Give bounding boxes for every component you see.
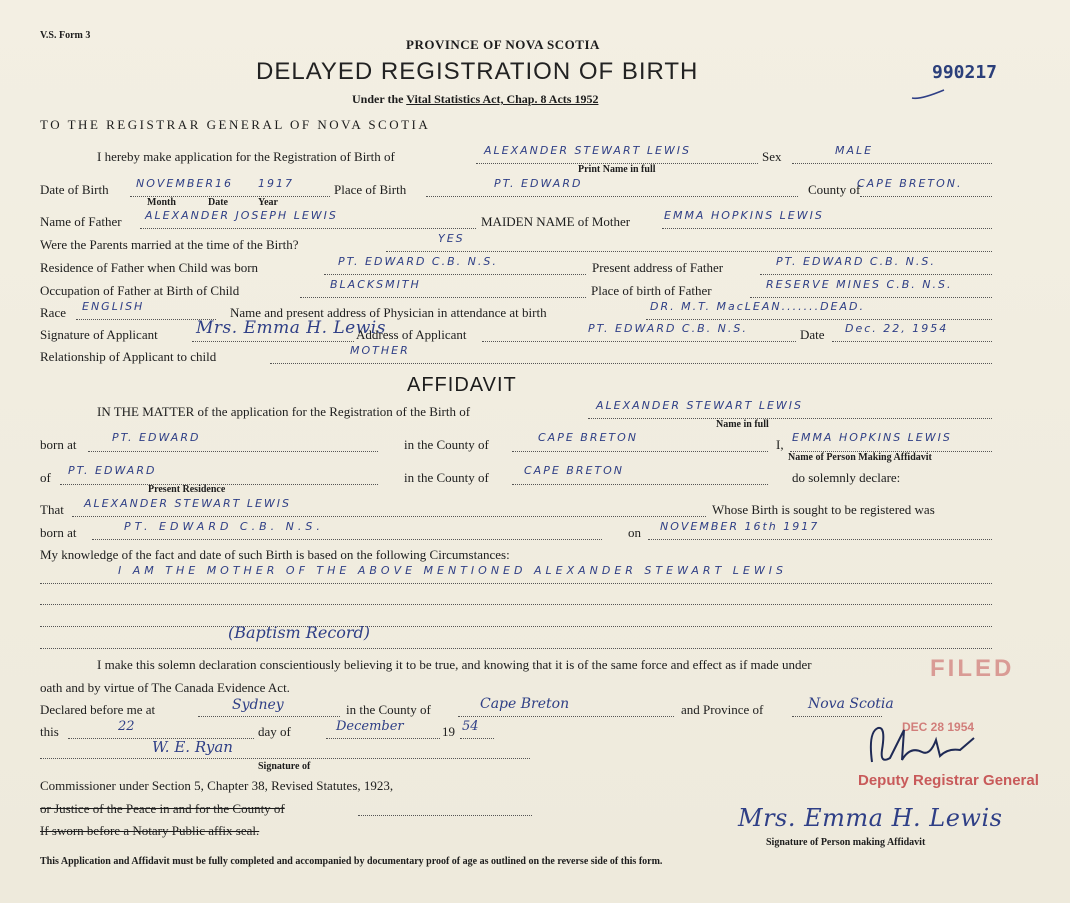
footer-note: This Application and Affidavit must be fully completed and accompanied by documentary proof of age as outlined on the reverse side of this form. (40, 856, 663, 867)
signature-of-caption: Signature of (258, 761, 311, 772)
affidavit-county-value: CAPE BRETON (538, 431, 639, 444)
applicant-address-label: Address of Applicant (356, 327, 467, 342)
sex-value: MALE (835, 144, 874, 157)
residence-label: Residence of Father when Child was born (40, 260, 259, 275)
matter-text: IN THE MATTER of the application for the Registration of the Birth of (97, 404, 471, 419)
justice-text: or Justice of the Peace in and for the County of (40, 801, 285, 816)
justice-line (358, 815, 532, 816)
solemn-declaration-1: I make this solemn declaration conscientiously believing it to be true, and knowing that it is of the same force and effect as if made under (97, 657, 812, 672)
commissioner-signature: W. E. Ryan (152, 738, 233, 756)
to-registrar-line: TO THE REGISTRAR GENERAL OF NOVA SCOTIA (40, 117, 431, 132)
father-pob-line (750, 297, 992, 298)
declared-at-line (198, 716, 340, 717)
check-mark-icon-svg (910, 86, 946, 102)
application-intro: I hereby make application for the Registration of Birth of (97, 149, 395, 164)
affidavit-county-line (512, 451, 768, 452)
applicant-address-value: PT. EDWARD C.B. N.S. (588, 322, 748, 335)
this-day-value: 22 (118, 719, 135, 734)
on-label: on (628, 525, 641, 540)
declared-before-label: Declared before me at (40, 702, 156, 717)
dob-day-value: 16 (215, 177, 233, 190)
present-address-value: PT. EDWARD C.B. N.S. (776, 255, 936, 268)
pob-line (426, 196, 798, 197)
applicant-signature: Mrs. Emma H. Lewis (196, 318, 386, 338)
baptism-record-note: (Baptism Record) (228, 623, 371, 642)
applicant-address-line (482, 341, 796, 342)
county3-line (458, 716, 674, 717)
declare-text: do solemnly declare: (792, 470, 901, 485)
residence-line (324, 274, 586, 275)
date-value: Dec. 22, 1954 (845, 322, 949, 335)
serial-number: 990217 (932, 62, 998, 83)
that-name-value: ALEXANDER STEWART LEWIS (84, 497, 291, 510)
act-subtitle (352, 92, 598, 107)
married-line (386, 251, 992, 252)
matter-line (588, 418, 992, 419)
county-line (860, 196, 992, 197)
present-address-line (760, 274, 992, 275)
province-value: Nova Scotia (808, 696, 894, 712)
deputy-signature-svg (864, 722, 984, 770)
father-pob-label: Place of birth of Father (591, 283, 712, 298)
married-value: YES (438, 232, 465, 245)
married-label: Were the Parents married at the time of the Birth? (40, 237, 299, 252)
filed-date-stamp: DEC 28 1954 (902, 720, 975, 734)
affidavit-heading: AFFIDAVIT (407, 374, 517, 396)
deputy-registrar-signature-icon (864, 722, 984, 775)
day-of-line (326, 738, 440, 739)
i-label: I, (776, 437, 784, 452)
circumstance-line-2 (40, 604, 992, 605)
filed-stamp: FILED (930, 655, 1015, 682)
date-label: Date (800, 327, 825, 342)
day-of-label: day of (258, 724, 291, 739)
county-value: CAPE BRETON. (857, 177, 963, 190)
on-date-value: NOVEMBER 16th 1917 (660, 520, 820, 533)
form-number: V.S. Form 3 (40, 30, 91, 41)
date-line (832, 341, 992, 342)
pob-label: Place of Birth (334, 182, 407, 197)
document-title: DELAYED REGISTRATION OF BIRTH (256, 58, 699, 85)
father-label: Name of Father (40, 214, 122, 229)
born-at-2-value: PT. EDWARD C.B. N.S. (124, 520, 324, 533)
county-of-label: in the County of (404, 437, 489, 452)
this-label: this (40, 724, 59, 739)
race-label: Race (40, 305, 66, 320)
deputy-registrar-stamp: Deputy Registrar General (858, 772, 1039, 789)
county-of-label-2: in the County of (404, 470, 489, 485)
occupation-line (300, 297, 586, 298)
month-caption: Month (147, 197, 176, 208)
mother-label: MAIDEN NAME of Mother (481, 214, 631, 229)
on-date-line (648, 539, 992, 540)
of-label: of (40, 470, 51, 485)
whose-text: Whose Birth is sought to be registered was (712, 502, 935, 517)
mother-line (662, 228, 992, 229)
pob-value: PT. EDWARD (494, 177, 583, 190)
that-line (72, 516, 706, 517)
year-line (460, 738, 494, 739)
born-at-label-2: born at (40, 525, 77, 540)
knowledge-text: My knowledge of the fact and date of such Birth is based on the following Circumstances: (40, 547, 510, 562)
dob-year-value: 1917 (258, 177, 294, 190)
province-heading: PROVINCE OF NOVA SCOTIA (406, 37, 600, 52)
sex-label: Sex (762, 149, 782, 164)
physician-line (646, 319, 992, 320)
occupation-label: Occupation of Father at Birth of Child (40, 283, 240, 298)
name-in-full-caption: Name in full (716, 419, 769, 430)
race-line (76, 319, 216, 320)
subtitle-prefix: Under the (352, 92, 407, 106)
relationship-line (270, 363, 992, 364)
declared-at-value: Sydney (232, 697, 284, 713)
province-label: and Province of (681, 702, 764, 717)
county3-value: Cape Breton (480, 696, 570, 712)
affidavit-county2-line (512, 484, 768, 485)
father-value: ALEXANDER JOSEPH LEWIS (145, 209, 338, 222)
year-prefix: 19 (442, 724, 455, 739)
relationship-value: MOTHER (350, 344, 410, 357)
declarant-caption: Name of Person Making Affidavit (788, 452, 932, 463)
year-caption: Year (258, 197, 278, 208)
solemn-declaration-2: oath and by virtue of The Canada Evidence Act. (40, 680, 290, 695)
circumstance-value: I AM THE MOTHER OF THE ABOVE MENTIONED ALEXANDER STEWART LEWIS (118, 564, 787, 577)
circumstance-line-4 (40, 648, 992, 649)
physician-label: Name and present address of Physician in attendance at birth (230, 305, 547, 320)
declarant-value: EMMA HOPKINS LEWIS (792, 431, 952, 444)
day-of-value: December (336, 719, 404, 734)
physician-value: DR. M.T. MacLEAN.......DEAD. (650, 300, 866, 313)
declarant-signature: Mrs. Emma H. Lewis (738, 804, 1003, 832)
father-line (140, 228, 476, 229)
of-place-value: PT. EDWARD (68, 464, 157, 477)
mother-value: EMMA HOPKINS LEWIS (664, 209, 824, 222)
born-at-2-line (92, 539, 602, 540)
notary-text (40, 823, 259, 839)
year-suffix-value: 54 (462, 719, 479, 734)
affidavit-county2-value: CAPE BRETON (524, 464, 625, 477)
county-label: County of (808, 182, 861, 197)
sex-line (792, 163, 992, 164)
dob-month-value: NOVEMBER (136, 177, 215, 190)
sig-label: Signature of Applicant (40, 327, 158, 342)
declarant-signature-caption: Signature of Person making Affidavit (766, 837, 926, 848)
occupation-value: BLACKSMITH (330, 278, 421, 291)
dob-label: Date of Birth (40, 182, 109, 197)
present-address-label: Present address of Father (592, 260, 724, 275)
residence-value: PT. EDWARD C.B. N.S. (338, 255, 498, 268)
born-at-label: born at (40, 437, 77, 452)
commissioner-text: Commissioner under Section 5, Chapter 38, Revised Statutes, 1923, (40, 778, 394, 793)
father-pob-value: RESERVE MINES C.B. N.S. (766, 278, 953, 291)
check-mark-icon (910, 86, 946, 107)
date-caption: Date (208, 197, 228, 208)
present-residence-caption: Present Residence (148, 484, 226, 495)
circumstance-line-3 (40, 626, 992, 627)
matter-name-value: ALEXANDER STEWART LEWIS (596, 399, 803, 412)
subtitle-act: Vital Statistics Act, Chap. 8 Acts 1952 (406, 92, 599, 106)
child-name-value: ALEXANDER STEWART LEWIS (484, 144, 691, 157)
relationship-label: Relationship of Applicant to child (40, 349, 217, 364)
born-at-line (88, 451, 378, 452)
that-label: That (40, 502, 64, 517)
sig-line (192, 341, 354, 342)
print-name-caption: Print Name in full (578, 164, 656, 175)
commissioner-sig-line (40, 758, 530, 759)
province-line (792, 716, 882, 717)
notary-text-content: If sworn before a Notary Public affix seal. (40, 823, 260, 838)
born-at-value: PT. EDWARD (112, 431, 201, 444)
race-value: ENGLISH (82, 300, 145, 313)
county-of-label-3: in the County of (346, 702, 431, 717)
circumstance-line-1 (40, 583, 992, 584)
